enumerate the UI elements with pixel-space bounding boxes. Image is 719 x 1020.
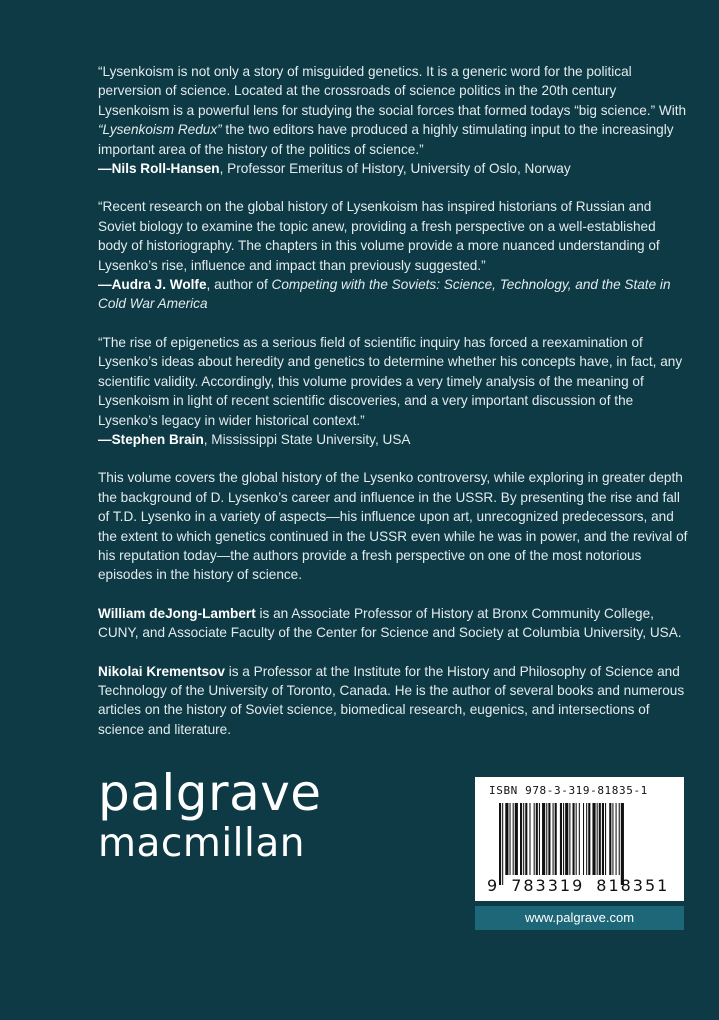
isbn-barcode bbox=[475, 777, 684, 901]
quote-text: “The rise of epigenetics as a serious field of scientific inquiry has forced a reexamination of Lysenko’s ideas about heredity and genetics to determine whether his concepts have, in fact, any scientific validity. Accordingly, this volume provides a very timely analysis of the meaning of Lysenkoism in light of recent scientific discoveries, and a very important discussion of the Lysenko’s legacy in wider historical context.” bbox=[98, 334, 683, 428]
barcode-bar bbox=[502, 803, 503, 885]
barcode-bar bbox=[565, 803, 568, 875]
endorser-name: —Nils Roll-Hansen bbox=[98, 161, 220, 177]
ean-digits bbox=[487, 876, 669, 895]
isbn-label: ISBN 978-3-319-81835-1 bbox=[489, 784, 648, 797]
barcode-bar bbox=[592, 803, 595, 875]
barcode-bar bbox=[563, 803, 564, 875]
publisher-logo-line1: palgrave bbox=[98, 764, 322, 822]
publisher-logo-line2: macmillan bbox=[98, 821, 305, 866]
barcode-bar bbox=[576, 803, 577, 875]
barcode-bar bbox=[548, 803, 550, 875]
endorser-affiliation: , Mississippi State University, USA bbox=[203, 431, 411, 447]
editor-name: Nikolai Krementsov bbox=[98, 663, 225, 679]
barcode-bar bbox=[555, 803, 557, 875]
barcode-bars bbox=[499, 803, 663, 885]
quote-text-part: “Lysenkoism is not only a story of misguided genetics. It is a generic word for the political perversion of science. Located at the crossroads of science politics in the 20th century Lysenkoism is a powerful lens for studying the social forces that formed todays “big science.” With bbox=[98, 64, 687, 118]
quote-attribution bbox=[98, 430, 688, 449]
barcode-bar bbox=[546, 803, 547, 875]
endorser-name: —Stephen Brain bbox=[98, 431, 204, 447]
barcode-bar bbox=[513, 803, 514, 875]
quote-book-title: “Lysenkoism Redux” bbox=[98, 122, 222, 138]
book-description: This volume covers the global history of the Lysenko controversy, while exploring in greater depth the background of D. Lysenko’s career and influence in the USSR. By presenting the rise and fall of T.D. Lysenko in a variety of aspects—his influence upon art, unrecognized predecessors, and the extent to which genetics continued in the USSR even while he was in power, and the revival of his reputation today—the authors provide a fresh perspective on one of the most notorious episodes in the history of science. bbox=[98, 470, 688, 583]
quote-text: “Recent research on the global history of Lysenkoism has inspired historians of Russian and Soviet biology to examine the topic anew, providing a fresh perspective on a well-established body of historiography. The chapters in this volume provide a more nuanced understanding of Lysenko’s rise, influence and impact than previously suggested.” bbox=[98, 199, 660, 273]
editor-bio-1 bbox=[98, 604, 688, 643]
endorser-name: —Audra J. Wolfe bbox=[98, 277, 207, 293]
barcode-bar bbox=[560, 803, 562, 875]
back-cover-text bbox=[98, 62, 688, 758]
publisher-website[interactable]: www.palgrave.com bbox=[475, 906, 684, 930]
endorser-affiliation: , author of bbox=[206, 277, 272, 293]
barcode-bar bbox=[612, 803, 613, 875]
barcode-bar bbox=[529, 803, 530, 875]
endorsement-quote-1 bbox=[98, 62, 688, 178]
endorser-book-title: Competing with the Soviets: Science, Technology, and the State in Cold War America bbox=[98, 277, 671, 312]
barcode-bar bbox=[602, 803, 604, 875]
barcode-bar bbox=[569, 803, 570, 875]
endorsement-quote-3 bbox=[98, 333, 688, 449]
barcode-bar bbox=[536, 803, 538, 875]
barcode-bar bbox=[583, 803, 584, 875]
barcode-bar bbox=[605, 803, 606, 875]
barcode-bar bbox=[597, 803, 598, 875]
ean-group-left: 783319 bbox=[511, 876, 585, 895]
barcode-bar bbox=[505, 803, 508, 875]
quote-attribution bbox=[98, 159, 688, 178]
barcode-bar bbox=[534, 803, 535, 875]
quote-text-part: the two editors have produced a highly stimulating input to the increasingly important area of the history of the politics of science.” bbox=[98, 122, 674, 157]
barcode-bar bbox=[579, 803, 580, 875]
barcode-bar bbox=[599, 803, 601, 875]
editor-bio-2 bbox=[98, 662, 688, 740]
barcode-bar bbox=[553, 803, 554, 875]
barcode-bar bbox=[515, 803, 518, 875]
barcode-bar bbox=[586, 803, 587, 875]
barcode-bar bbox=[539, 803, 540, 875]
barcode-bar bbox=[523, 803, 524, 875]
barcode-bar bbox=[609, 803, 611, 875]
ean-group-right: 818351 bbox=[596, 876, 670, 895]
barcode-bar bbox=[616, 803, 617, 875]
barcode-bar bbox=[619, 803, 620, 875]
ean-first-digit: 9 bbox=[487, 876, 498, 895]
barcode-bar bbox=[499, 803, 501, 885]
editor-bio-text: is an Associate Professor of History at Bronx Community College, CUNY, and Associate Faculty of the Center for Science and Society at Columbia University, USA. bbox=[98, 605, 682, 641]
barcode-bar bbox=[525, 803, 527, 875]
editor-name: William deJong-Lambert bbox=[98, 605, 256, 621]
publisher-logo bbox=[98, 764, 322, 866]
barcode-bar bbox=[588, 803, 590, 875]
barcode-bar bbox=[510, 803, 511, 875]
endorser-affiliation: , Professor Emeritus of History, University of Oslo, Norway bbox=[219, 161, 571, 177]
barcode-bar bbox=[542, 803, 545, 875]
quote-attribution bbox=[98, 275, 688, 314]
barcode-bar bbox=[573, 803, 575, 875]
quote-text bbox=[98, 62, 688, 159]
barcode-bar bbox=[621, 803, 624, 885]
editor-bio-text: is a Professor at the Institute for the History and Philosophy of Science and Technology of the University of Toronto, Canada. He is the author of several books and numerous articles on the history of Soviet science, biomedical research, eugenics, and intersections of science and literature. bbox=[98, 663, 685, 737]
endorsement-quote-2 bbox=[98, 197, 688, 313]
barcode-bar bbox=[520, 803, 522, 875]
